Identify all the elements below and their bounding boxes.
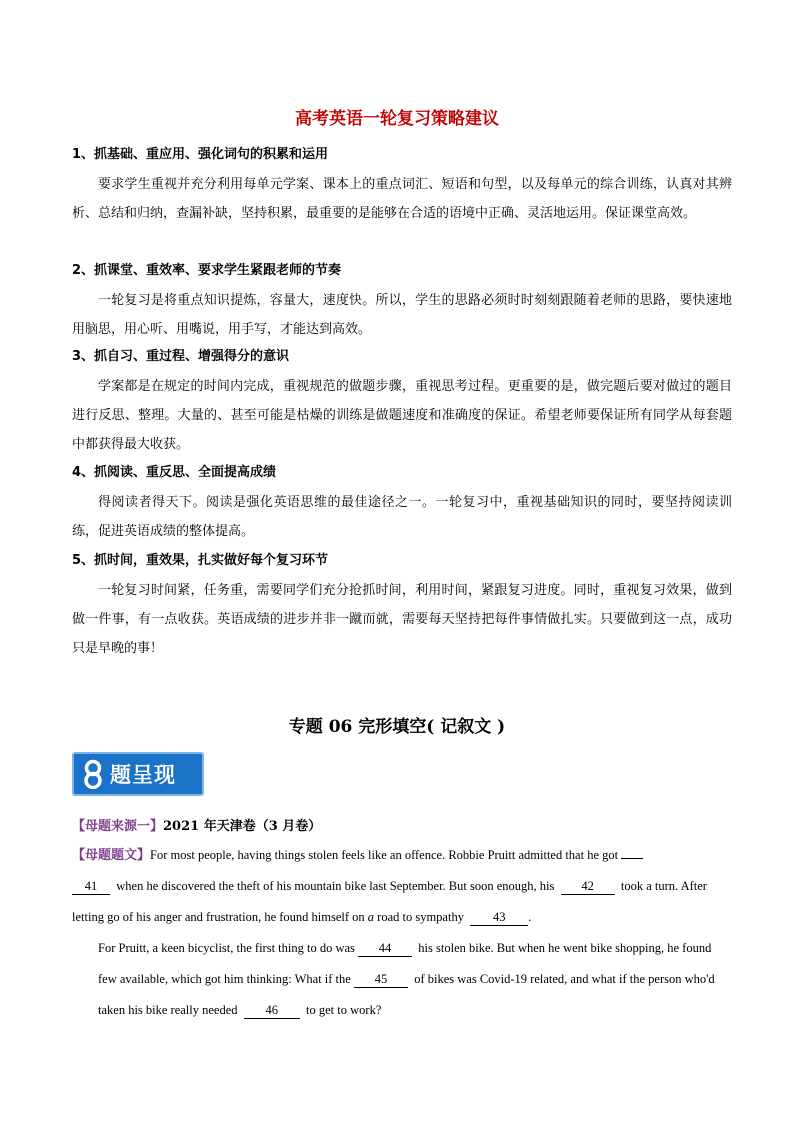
blank-43[interactable]: 43	[470, 910, 528, 926]
section-5	[72, 552, 732, 663]
section-heading: 4、抓阅读、重反思、全面提高成绩	[72, 465, 277, 480]
section-heading: 3、抓自习、重过程、增强得分的意识	[72, 349, 290, 364]
section-4	[72, 464, 732, 546]
section-2	[72, 262, 732, 344]
passage-text: to get to work?	[306, 1003, 382, 1017]
section-1	[72, 146, 732, 228]
section-body: 学案都是在规定的时间内完成，重视规范的做题步骤，重视思考过程。更重要的是，做完题后要对做过的题目进行反思、整理。大量的、甚至可能是枯燥的训练是做题速度和准确度的保证。希望老师要保证所有同学从每套题中都获得最大收获。	[72, 379, 732, 452]
section-body: 一轮复习时间紧，任务重，需要同学们充分抢抓时间，利用时间，紧跟复习进度。同时，重视复习效果，做到做一件事，有一点收获。英语成绩的进步并非一蹴而就，需要每天坚持把每件事情做扎实。只要做到这一点，成功只是早晚的事！	[72, 583, 732, 656]
passage-text: of bikes was Covid-19 related, and what if the person who'd taken his bike really needed	[98, 972, 715, 1017]
section-body: 一轮复习是将重点知识提炼，容量大，速度快。所以，学生的思路必须时时刻刻跟随着老师的思路，要快速地用脑思，用心听、用嘴说，用手写，才能达到高效。	[72, 293, 732, 337]
source-text: 2021 年天津卷（3 月卷）	[163, 819, 322, 834]
section-3	[72, 348, 732, 459]
section-body: 得阅读者得天下。阅读是强化英语思维的最佳途径之一。一轮复习中，重视基础知识的同时，要坚持阅读训练，促进英语成绩的整体提高。	[72, 495, 732, 539]
number-8-icon	[80, 759, 106, 789]
topic-title: 专题 06 完形填空( 记叙文 )	[288, 717, 506, 737]
section-heading: 1、抓基础、重应用、强化词句的积累和运用	[72, 147, 329, 162]
passage-text: a	[367, 910, 375, 924]
passage-text: took a turn. After letting go of his anger and frustration, he found himself on	[72, 879, 707, 924]
blank-42[interactable]: 42	[561, 879, 615, 895]
source-line	[72, 815, 321, 834]
blank-46[interactable]: 46	[244, 1003, 300, 1019]
blank-45[interactable]: 45	[354, 972, 408, 988]
source-tag: 【母题来源一】	[72, 819, 164, 834]
blank-44[interactable]: 44	[358, 941, 412, 957]
blank-41-lead[interactable]	[621, 858, 643, 859]
passage-text: road to sympathy	[377, 910, 464, 924]
passage-text: For most people, having things stolen feels like an offence. Robbie Pruitt admitted that he got	[150, 848, 619, 862]
passage-text: For Pruitt, a keen bicyclist, the first thing to do was	[98, 941, 355, 955]
passage-paragraph-2	[72, 933, 732, 1026]
passage-paragraph-1: 【母题题文】For most people, having things stolen feels like an offence. Robbie Pruitt admitted that he got 41 when he discovered the theft of his mountain bike last September. But soon enough, his 42 took a turn. After letting go of his anger and frustration, he found himself on a road to sympathy 43 .	[72, 848, 707, 924]
badge-label: 题呈现	[110, 763, 176, 787]
question-badge	[72, 752, 204, 796]
blank-41[interactable]: 41	[72, 879, 110, 895]
passage-tag: 【母题题文】	[72, 848, 151, 863]
passage-text: his stolen bike. But when he went bike shopping, he found few available, which got him thinking: What if the	[98, 941, 712, 986]
section-heading: 2、抓课堂、重效率、要求学生紧跟老师的节奏	[72, 263, 342, 278]
section-body: 要求学生重视并充分利用每单元学案、课本上的重点词汇、短语和句型，以及每单元的综合训练，认真对其辨析、总结和归纳，查漏补缺，坚持积累，最重要的是能够在合适的语境中正确、灵活地运用。保证课堂高效。	[72, 177, 732, 221]
page-title: 高考英语一轮复习策略建议	[295, 109, 499, 129]
section-heading: 5、抓时间，重效果，扎实做好每个复习环节	[72, 553, 329, 568]
passage-text: when he discovered the theft of his mountain bike last September. But soon enough, his	[116, 879, 555, 893]
passage	[72, 840, 732, 1026]
